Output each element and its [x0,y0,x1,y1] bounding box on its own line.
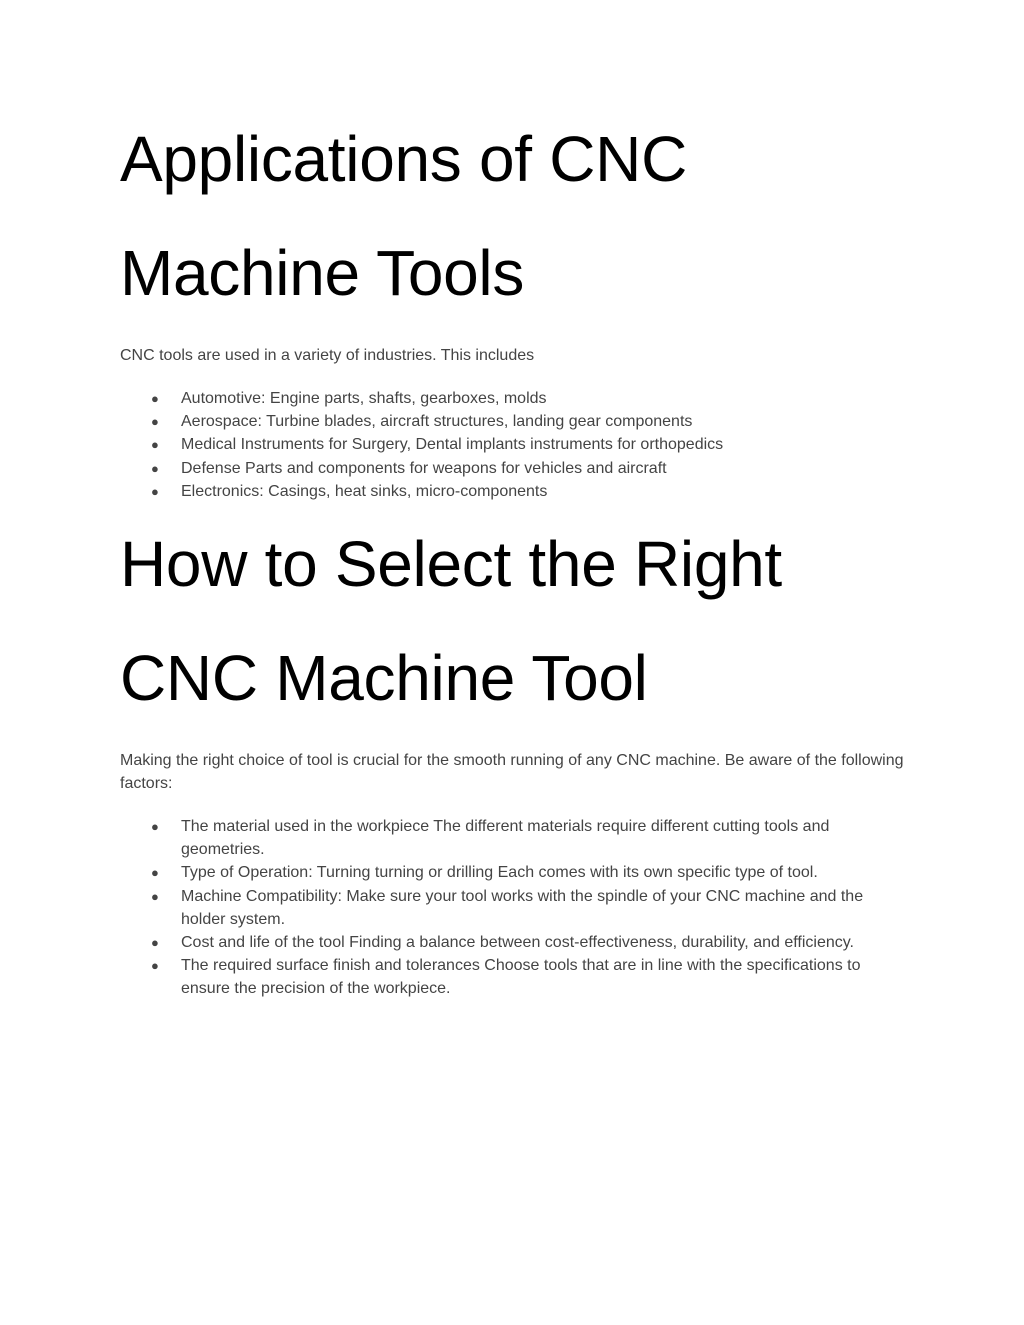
list-item [120,931,910,954]
list-item-text: Medical Instruments for Surgery, Dental implants instruments for orthopedics [181,436,724,454]
applications-list [120,387,910,503]
list-item-text: Automotive: Engine parts, shafts, gearboxes, molds [181,390,547,407]
list-item [120,954,910,1000]
bullet-icon: ● [151,414,159,430]
list-item [120,861,910,884]
heading-select-tool-line-1: How to Select the Right [120,528,782,600]
heading-applications [120,102,687,330]
bullet-icon: ● [151,437,159,453]
list-item [120,387,910,410]
list-item-text: Electronics: Casings, heat sinks, micro-components [181,482,548,500]
bullet-icon: ● [151,865,159,881]
applications-intro: CNC tools are used in a variety of industries. This includes [120,347,535,364]
list-item-text: Aerospace: Turbine blades, aircraft structures, landing gear components [181,413,693,431]
list-item-text: The required surface finish and tolerances Choose tools that are in line with the specifications to ensure the precision of the workpiece. [181,957,861,998]
list-item [120,433,910,456]
bullet-icon: ● [151,460,159,476]
list-item-text: The material used in the workpiece The different materials require different cutting tools and geometries. [181,818,830,859]
bullet-icon: ● [151,935,159,951]
list-item-text: Machine Compatibility: Make sure your tool works with the spindle of your CNC machine and the holder system. [181,887,864,928]
bullet-icon: ● [151,819,159,834]
list-item [120,885,910,931]
bullet-icon: ● [151,483,159,499]
list-item [120,815,910,861]
selection-factors-list [120,815,910,1001]
list-item-text: Defense Parts and components for weapons for vehicles and aircraft [181,459,667,477]
bullet-icon: ● [151,391,159,406]
select-tool-intro: Making the right choice of tool is crucial for the smooth running of any CNC machine. Be aware of the following factors: [120,752,904,792]
list-item [120,410,910,433]
list-item [120,457,910,480]
list-item-text: Cost and life of the tool Finding a balance between cost-effectiveness, durability, and efficiency. [181,934,854,952]
bullet-icon: ● [151,888,159,904]
list-item [120,480,910,503]
heading-select-tool [120,507,782,735]
heading-select-tool-line-2: CNC Machine Tool [120,642,648,714]
heading-applications-line-2: Machine Tools [120,237,525,309]
list-item-text: Type of Operation: Turning turning or drilling Each comes with its own specific type of tool. [181,864,818,882]
bullet-icon: ● [151,958,159,974]
heading-applications-line-1: Applications of CNC [120,123,687,195]
